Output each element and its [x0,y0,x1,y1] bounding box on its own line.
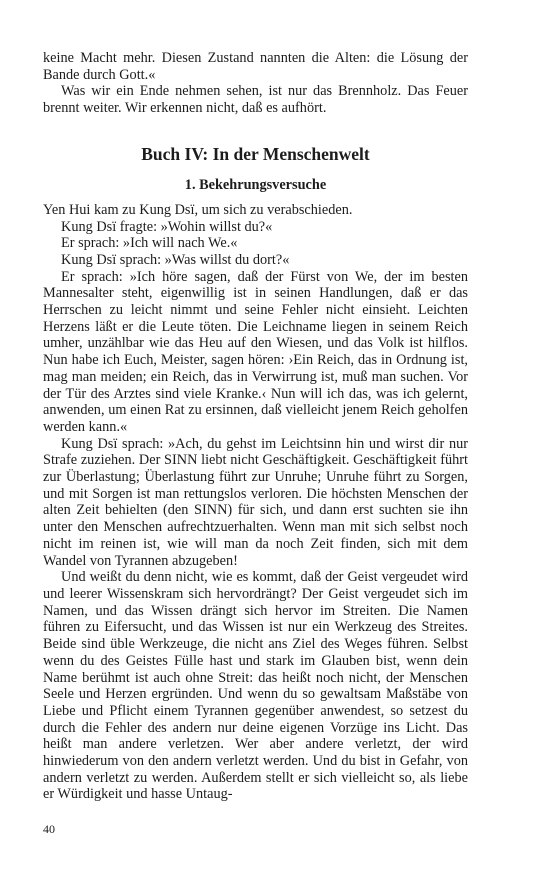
page-text-block [43,50,468,803]
section-title: 1. Bekehrungsversuche [184,176,327,193]
paragraph: Und weißt du denn nicht, wie es kommt, daß der Geist vergeudet wird und leerer Wissenskram sich hervordrängt? Der Geist vergeudet sich im Namen, und das Wissen drängt sich hervor im Streiten. Die Namen führen zu Eifersucht, und das Wissen ist nur ein Werkzeug des Streites. Beide sind üble Werkzeuge, die nicht ans Ziel des Weges führen. Selbst wenn du des Geistes Fülle hast und stark im Glauben bist, wenn dein Name berühmt ist auch ohne Streit: das heißt noch nicht, der Menschen Seele und Herzen ergründen. Und wenn du so gewaltsam Maßstäbe von Liebe und Pflicht einem Tyrannen gegenüber anwendest, so setzest du durch die Fehler des andern nur deine eigenen Vorzüge ins Licht. Das heißt man andere verletzen. Wer aber andere verletzt, der wird hinwiederum von den andern verletzt werden. Und du bist in Gefahr, von andern verletzt zu werden. Außerdem stellt er sich vielleicht so, als liebe er Würdigkeit und hasse Untaug- [43,569,468,803]
page-number: 40 [43,822,55,836]
paragraph: Er sprach: »Ich höre sagen, daß der Fürst von We, der im besten Mannesalter steht, eigenwillig ist in seinen Handlungen, daß er das Herrschen zu leicht nimmt und seine Fehler nicht einsieht. Leichten Herzens läßt er die Leute töten. Die Leichname liegen in seinem Reich umher, unzählbar wie das Heu auf den Wiesen, und das Volk ist hilflos. Nun habe ich Euch, Meister, sagen hören: ›Ein Reich, das in Ordnung ist, mag man meiden; ein Reich, das in Verwirrung ist, muß man suchen. Vor der Tür des Arztes sind viele Kranke.‹ Nun will ich das, was ich gelernt, anwenden, um einen Rat zu ersinnen, daß vielleicht jenem Reich geholfen werden kann.« [43,268,468,435]
chapter-title: Buch IV: In der Menschenwelt [141,143,370,164]
paragraph: Kung Dsï sprach: »Ach, du gehst im Leichtsinn hin und wirst dir nur Strafe zuziehen. Der SINN liebt nicht Geschäftigkeit. Geschäftigkeit führt zur Überlastung; Überlastung führt zur Unruhe; Unruhe führt zu Sorgen, und mit Sorgen ist man rettungslos verloren. Die höchsten Menschen der alten Zeit behielten (den SINN) für sich, und dann erst suchten sie ihn unter den Menschen aufrechtzuerhalten. Wenn man mit sich selbst noch nicht im reinen ist, wie will man da noch Zeit finden, sich mit dem Wandel von Tyrannen abzugeben! [43,435,468,569]
paragraph: Kung Dsï sprach: »Was willst du dort?« [61,251,290,268]
paragraph: Kung Dsï fragte: »Wohin willst du?« [61,218,273,235]
paragraph: Yen Hui kam zu Kung Dsï, um sich zu verabschieden. [43,201,353,218]
paragraph: Was wir ein Ende nehmen sehen, ist nur das Brennholz. Das Feuer brennt weiter. Wir erkennen nicht, daß es aufhört. [43,83,468,117]
paragraph: Er sprach: »Ich will nach We.« [61,235,238,252]
paragraph: keine Macht mehr. Diesen Zustand nannten die Alten: die Lösung der Bande durch Gott.« [43,50,468,83]
